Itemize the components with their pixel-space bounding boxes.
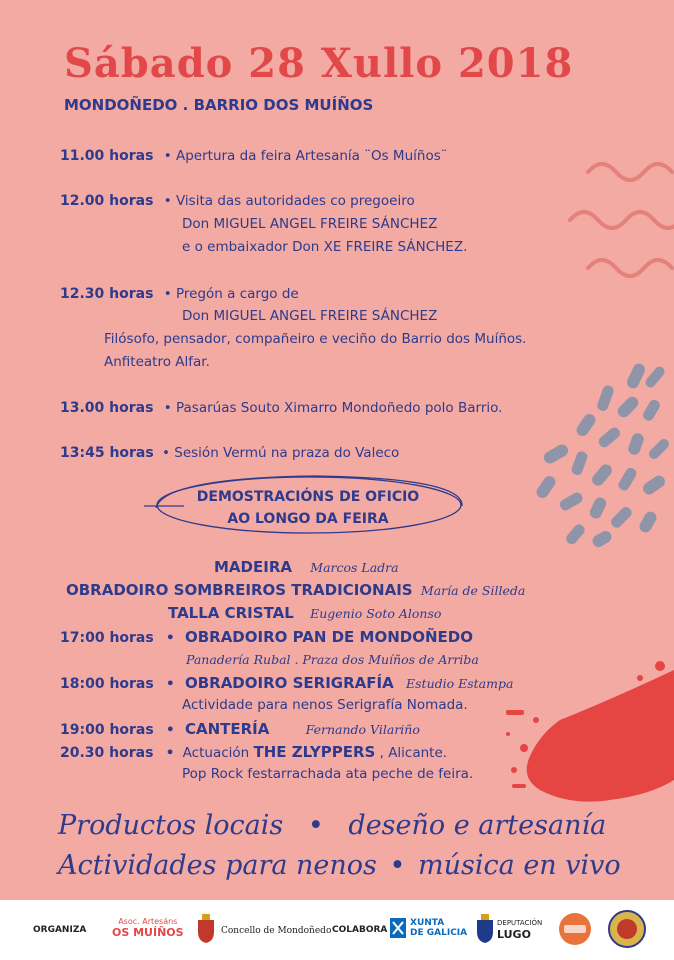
deputacion-text bbox=[497, 918, 542, 940]
schedule-text: Filósofo, pensador, compañeiro e veciño do Barrio dos Muíños. bbox=[104, 331, 527, 347]
schedule-text: e o embaixador Don XE FREIRE SÁNCHEZ. bbox=[182, 239, 468, 255]
decorative-dots-circle bbox=[530, 355, 674, 555]
bullet: • bbox=[166, 676, 175, 692]
activity-title: OBRADOIRO PAN DE MONDOÑEDO bbox=[184, 628, 473, 646]
schedule-text: Don MIGUEL ANGEL FREIRE SÁNCHEZ bbox=[182, 216, 438, 232]
schedule-time: 17:00 horas bbox=[60, 630, 154, 646]
tagline-line-1 bbox=[58, 810, 606, 841]
colabora-label: COLABORA bbox=[332, 925, 388, 935]
activity-sub: Panadería Rubal . Praza dos Muíños de Arriba bbox=[186, 652, 479, 667]
schedule-text: Don MIGUEL ANGEL FREIRE SÁNCHEZ bbox=[182, 308, 438, 324]
schedule-time: 18:00 horas bbox=[60, 676, 154, 692]
demonstrations-line-1: DEMOSTRACIÓNS DE OFICIO bbox=[196, 489, 420, 505]
location-subtitle: MONDOÑEDO . BARRIO DOS MUÍÑOS bbox=[64, 96, 374, 114]
activity-title: CANTERÍA bbox=[184, 720, 270, 738]
assoc-logo bbox=[112, 917, 184, 939]
schedule-item bbox=[60, 286, 299, 302]
tagline-line-2 bbox=[58, 850, 621, 881]
schedule-time: 13.00 horas bbox=[60, 400, 154, 416]
tagline-products: Productos locais bbox=[58, 810, 284, 841]
schedule-item bbox=[60, 193, 415, 209]
concello-shield-icon bbox=[196, 914, 216, 944]
activity-sub: Actividade para nenos Serigrafía Nomada. bbox=[182, 697, 468, 713]
afternoon-item bbox=[60, 720, 420, 738]
tagline-bullet: • bbox=[389, 850, 406, 881]
craft-person: Eugenio Soto Alonso bbox=[310, 606, 442, 621]
schedule-text: • Pregón a cargo de bbox=[163, 286, 299, 302]
activity-extra: Estudio Estampa bbox=[406, 676, 514, 691]
demonstrations-line-2: AO LONGO DA FEIRA bbox=[227, 511, 389, 527]
tagline-activities: Actividades para nenos bbox=[58, 850, 377, 881]
craft-item bbox=[168, 604, 441, 622]
page-title: Sábado 28 Xullo 2018 bbox=[64, 40, 574, 87]
assoc-small: Asoc. Artesáns bbox=[118, 917, 178, 926]
craft-item bbox=[66, 581, 525, 599]
orange-circle-logo-icon bbox=[558, 912, 592, 946]
craft-name: TALLA CRISTAL bbox=[168, 604, 294, 622]
schedule-time: 11.00 horas bbox=[60, 148, 154, 164]
xunta-line-1: XUNTA bbox=[410, 918, 445, 928]
deputacion-shield-icon bbox=[476, 914, 494, 944]
concello-text: Concello de Mondoñedo bbox=[221, 926, 332, 936]
activity-extra: Fernando Vilariño bbox=[305, 722, 420, 737]
sponsors-footer bbox=[0, 900, 674, 960]
tagline-bullet: • bbox=[307, 810, 324, 841]
schedule-item bbox=[60, 445, 399, 461]
schedule-time: 19:00 horas bbox=[60, 722, 154, 738]
decorative-waves bbox=[560, 150, 674, 290]
activity-title: THE ZLYPPERS bbox=[253, 743, 376, 761]
schedule-item bbox=[60, 148, 448, 164]
schedule-time: 12.30 horas bbox=[60, 286, 154, 302]
activity-post: , Alicante. bbox=[379, 745, 448, 761]
tagline-design: deseño e artesanía bbox=[348, 810, 607, 841]
decorative-red-splash bbox=[500, 660, 674, 810]
schedule-time: 12.00 horas bbox=[60, 193, 154, 209]
schedule-text: • Visita das autoridades co pregoeiro bbox=[163, 193, 415, 209]
schedule-item bbox=[60, 400, 502, 416]
schedule-time: 20.30 horas bbox=[60, 745, 154, 761]
deputacion-line-1: DEPUTACIÓN bbox=[497, 919, 543, 927]
activity-title: OBRADOIRO SERIGRAFÍA bbox=[184, 674, 394, 692]
craft-item bbox=[214, 558, 399, 576]
activity-sub: Pop Rock festarrachada ata peche de feira. bbox=[182, 766, 474, 782]
schedule-text: • Apertura da feira Artesanía ¨Os Muíños¨ bbox=[163, 148, 448, 164]
afternoon-item bbox=[60, 743, 447, 761]
tagline-music: música en vivo bbox=[418, 850, 621, 881]
round-seal-logo-icon bbox=[608, 910, 646, 948]
bullet: • bbox=[166, 722, 175, 738]
craft-name: OBRADOIRO SOMBREIROS TRADICIONAIS bbox=[66, 581, 413, 599]
schedule-time: 13:45 horas bbox=[60, 445, 154, 461]
afternoon-item bbox=[60, 674, 513, 692]
schedule-text: • Pasarúas Souto Ximarro Mondoñedo polo Barrio. bbox=[163, 400, 503, 416]
organiza-label: ORGANIZA bbox=[33, 925, 87, 935]
xunta-line-2: DE GALICIA bbox=[410, 928, 468, 938]
demonstrations-heading bbox=[150, 472, 466, 536]
craft-person: María de Silleda bbox=[420, 583, 526, 598]
deputacion-line-2: LUGO bbox=[497, 928, 531, 941]
bullet: • bbox=[165, 745, 175, 761]
schedule-text: Anfiteatro Alfar. bbox=[104, 354, 210, 370]
assoc-big: OS MUÍÑOS bbox=[112, 926, 184, 939]
craft-person: Marcos Ladra bbox=[310, 560, 399, 575]
craft-name: MADEIRA bbox=[214, 558, 292, 576]
activity-pre: Actuación bbox=[182, 745, 250, 761]
xunta-logo-icon bbox=[390, 918, 406, 938]
xunta-text bbox=[410, 918, 467, 938]
bullet: • bbox=[166, 630, 175, 646]
afternoon-item bbox=[60, 628, 473, 646]
schedule-text: • Sesión Vermú na praza do Valeco bbox=[162, 445, 400, 461]
